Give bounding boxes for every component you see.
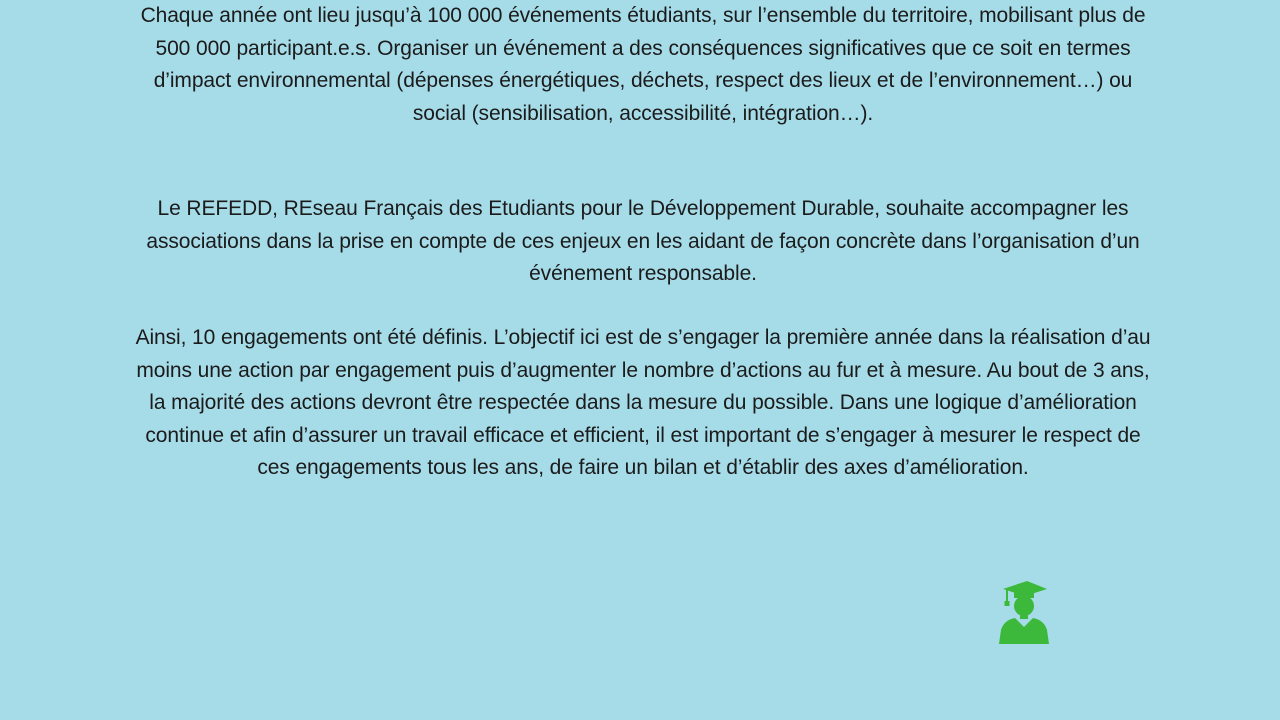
graduate-student-icon (997, 578, 1051, 646)
paragraph-engagements: Ainsi, 10 engagements ont été définis. L’objectif ici est de s’engager la première année dans la réalisation d’au moins une action par engagement puis d’augmenter le nombre d’actions au fur et à mesure. Au bout de 3 ans, la majorité des actions devront être respectée dans la mesure du possible. Dans une logique d’amélioration continue et afin d’assurer un travail efficace et efficient, il est important de s’engager à mesurer le respect de ces engagements tous les ans, de faire un bilan et d’établir des axes d’amélioration. (135, 326, 1151, 479)
paragraph-events-context: Chaque année ont lieu jusqu’à 100 000 événements étudiants, sur l’ensemble du territoire, mobilisant plus de 500 000 participant.e.s. Organiser un événement a des conséquences significatives que ce soit en termes d’impact environnemental (dépenses énergétiques, déchets, respect des lieux et de l’environnement…) ou social (sensibilisation, accessibilité, intégration…). (140, 4, 1146, 125)
paragraph-refedd-intro: Le REFEDD, REseau Français des Etudiants pour le Développement Durable, souhaite accompagner les associations dans la prise en compte de ces enjeux en les aidant de façon concrète dans l’organisation d’un événement responsable. (146, 197, 1140, 285)
